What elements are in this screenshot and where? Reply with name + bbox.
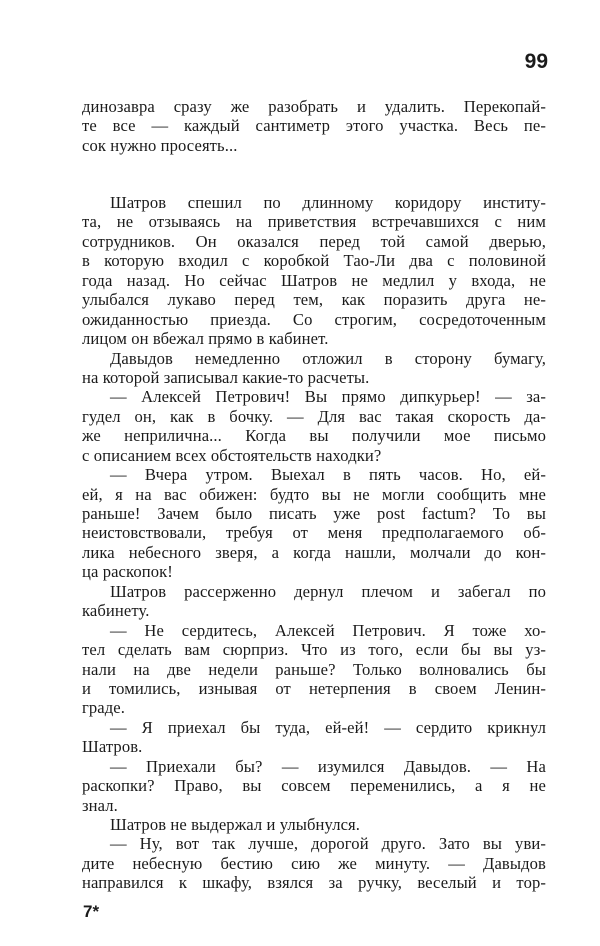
text-line: ожиданностью приезда. Со строгим, сосредоточенным <box>82 309 546 329</box>
signature-mark: 7* <box>83 902 100 921</box>
paragraph <box>82 834 546 892</box>
text-line: — Ну, вот так лучше, дорогой друго. Зато вы уви- <box>110 834 546 854</box>
text-line: кабинету. <box>82 601 150 621</box>
text-block-chapter-section <box>82 193 546 893</box>
text-line: года назад. Но сейчас Шатров не медлил у входа, не <box>82 270 546 290</box>
text-line: динозавра сразу же разобрать и удалить. Перекопай- <box>82 97 546 116</box>
text-line: — Алексей Петрович! Вы прямо дипкурьер! — за- <box>110 387 546 407</box>
text-line: ей, я на вас обижен: будто вы не могли сообщить мне <box>82 484 546 504</box>
page-number: 99 <box>524 50 548 73</box>
text-line: гудел он, как в бочку. — Для вас такая скорость да- <box>82 406 546 426</box>
text-line: улыбался лукаво перед тем, как поразить друга не- <box>82 290 546 310</box>
text-line: Шатров рассерженно дернул плечом и забегал по <box>110 581 546 601</box>
text-line: на которой записывал какие-то расчеты. <box>82 367 370 387</box>
text-line: граде. <box>82 698 126 718</box>
text-line: Шатров. <box>82 737 143 757</box>
paragraph <box>82 621 546 718</box>
text-line: те все — каждый сантиметр этого участка. Весь пе- <box>82 116 546 136</box>
paragraph <box>82 349 546 388</box>
text-line: ца раскопок! <box>82 562 173 582</box>
text-block-continuation <box>82 97 546 155</box>
text-line: с описанием всех обстоятельств находки? <box>82 445 382 465</box>
text-line: Шатров не выдержал и улыбнулся. <box>110 815 361 834</box>
paragraph <box>82 97 546 155</box>
text-line: лика небесного зверя, а когда нашли, молчали до кон- <box>82 542 546 562</box>
text-line: Шатров спешил по длинному коридору институ- <box>110 193 546 212</box>
text-line: — Приехали бы? — изумился Давыдов. — На <box>110 756 546 776</box>
text-line: в которую входил с коробкой Тао-Ли два с половиной <box>82 251 546 271</box>
paragraph <box>82 465 546 582</box>
paragraph <box>82 718 546 757</box>
text-line: — Не сердитесь, Алексей Петрович. Я тоже хо- <box>110 620 546 640</box>
text-line: — Я приехал бы туда, ей-ей! — сердито крикнул <box>110 717 546 737</box>
paragraph <box>82 387 546 465</box>
text-line: неистовствовали, требуя от меня предполагаемого об- <box>82 523 546 543</box>
text-line: же неприлична... Когда вы получили мое письмо <box>82 426 546 446</box>
text-line: и томились, изнывая от нетерпения в своем Ленин- <box>82 678 546 698</box>
text-line: дите небесную бестию сию же минуту. — Давыдов <box>82 853 546 873</box>
paragraph <box>82 757 546 815</box>
text-line: направился к шкафу, взялся за ручку, веселый и тор- <box>82 873 546 893</box>
text-line: сок нужно просеять... <box>82 135 238 155</box>
text-line: та, не отзываясь на приветствия встречавшихся с ним <box>82 212 546 232</box>
text-line: нали на две недели раньше? Только волновались бы <box>82 659 546 679</box>
text-line: лицом он вбежал прямо в кабинет. <box>82 329 329 349</box>
paragraph <box>82 815 546 834</box>
paragraph <box>82 193 546 349</box>
text-line: знал. <box>82 795 118 815</box>
text-line: раскопки? Право, вы совсем переменились, а я не <box>82 776 546 796</box>
text-line: раньше! Зачем было писать уже post factum? То вы <box>82 504 546 523</box>
text-line: сотрудников. Он оказался перед той самой дверью, <box>82 231 546 251</box>
text-line: тел сделать вам сюрприз. Что из того, если бы вы уз- <box>82 640 546 660</box>
paragraph <box>82 582 546 621</box>
text-line: Давыдов немедленно отложил в сторону бумагу, <box>110 348 546 368</box>
text-line: — Вчера утром. Выехал в пять часов. Но, ей- <box>110 465 546 485</box>
